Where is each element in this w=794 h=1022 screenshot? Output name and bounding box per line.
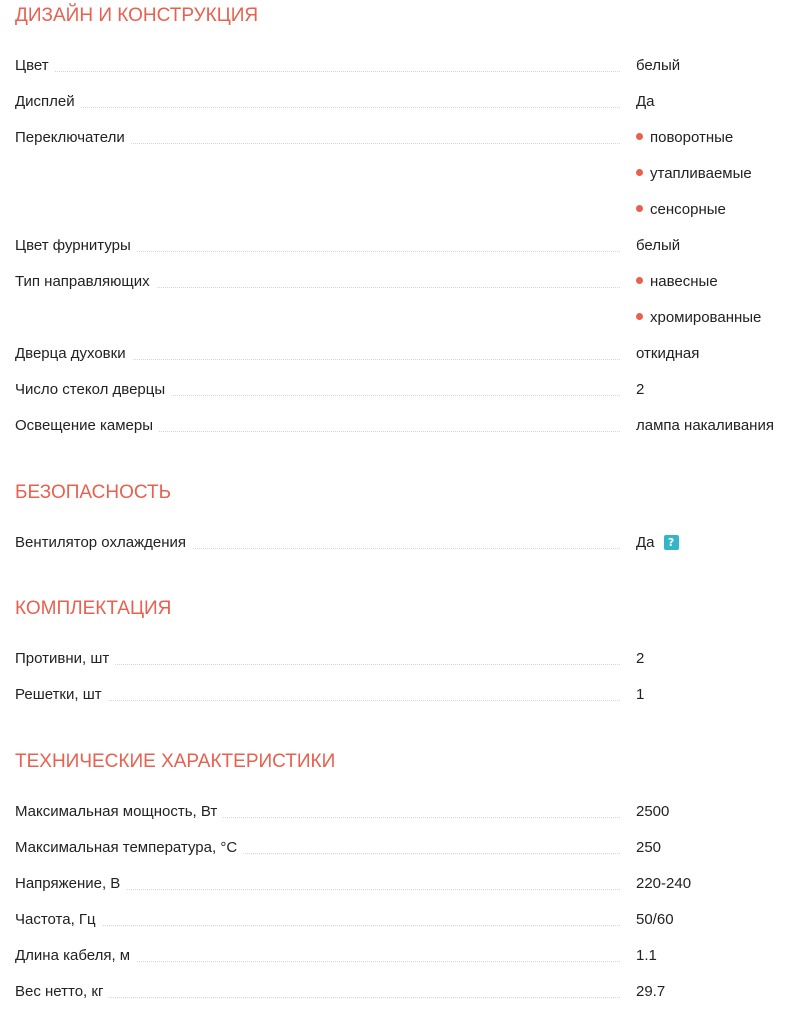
spec-row-switches [15,128,785,224]
spec-value: Да [636,93,655,110]
dotted-leader [15,107,620,108]
section-title-design: ДИЗАЙН И КОНСТРУКЦИЯ [15,5,259,26]
spec-value: 250 [636,839,662,856]
spec-row-cable-length [15,946,785,970]
spec-value: 2 [636,381,645,398]
spec-value: 50/60 [636,911,674,928]
spec-value-list-item [636,272,718,292]
spec-label: Максимальная мощность, Вт [15,802,223,822]
spec-value: откидная [636,345,700,362]
spec-label: Вес нетто, кг [15,982,109,1002]
spec-value-list-item [636,128,733,148]
bullet-dot-icon [636,169,643,176]
spec-value: 220-240 [636,875,692,892]
spec-row-guides-type [15,272,785,332]
spec-label: Цвет [15,56,55,76]
spec-value: Да [636,534,655,551]
spec-label: Дисплей [15,92,81,112]
spec-value: навесные [650,273,718,290]
bullet-dot-icon [636,277,643,284]
spec-label: Тип направляющих [15,272,156,292]
spec-row-grates [15,685,785,709]
spec-label: Дверца духовки [15,344,132,364]
spec-label: Противни, шт [15,649,115,669]
section-title-safety: БЕЗОПАСНОСТЬ [15,482,172,503]
spec-value: белый [636,237,681,254]
spec-label: Освещение камеры [15,416,159,436]
spec-label: Частота, Гц [15,910,102,930]
spec-label: Решетки, шт [15,685,108,705]
spec-row-color [15,56,785,80]
spec-row-cooling-fan [15,533,785,557]
help-icon[interactable]: ? [664,535,679,550]
spec-row-oven-door [15,344,785,368]
spec-value-list-item [636,164,752,184]
spec-value-with-help [636,533,679,553]
spec-row-max-temp [15,838,785,862]
spec-value: 2 [636,650,645,667]
spec-value: 1.1 [636,947,657,964]
spec-row-frequency [15,910,785,934]
section-title-equipment: КОМПЛЕКТАЦИЯ [15,598,172,619]
spec-row-max-power [15,802,785,826]
bullet-dot-icon [636,205,643,212]
spec-value-list-item [636,308,761,328]
spec-label: Длина кабеля, м [15,946,136,966]
spec-value-list-item [636,200,726,220]
spec-label: Цвет фурнитуры [15,236,137,256]
spec-label: Переключатели [15,128,131,148]
spec-label: Максимальная температура, °C [15,838,243,858]
bullet-dot-icon [636,313,643,320]
spec-row-voltage [15,874,785,898]
spec-value: 2500 [636,803,670,820]
spec-label: Вентилятор охлаждения [15,533,192,553]
spec-value: лампа накаливания [636,417,774,434]
spec-value: поворотные [650,129,734,146]
spec-value: утапливаемые [650,165,752,182]
spec-value: сенсорные [650,201,726,218]
spec-value: 1 [636,686,645,703]
spec-value: 29.7 [636,983,666,1000]
spec-label: Число стекол дверцы [15,380,171,400]
spec-row-chamber-light [15,416,785,440]
bullet-dot-icon [636,133,643,140]
spec-value: хромированные [650,309,762,326]
section-title-specs: ТЕХНИЧЕСКИЕ ХАРАКТЕРИСТИКИ [15,751,336,772]
spec-row-trays [15,649,785,673]
spec-row-door-glass [15,380,785,404]
spec-label: Напряжение, В [15,874,126,894]
spec-row-net-weight [15,982,785,1006]
spec-value: белый [636,57,681,74]
spec-row-fittings-color [15,236,785,260]
dotted-leader [15,71,620,72]
dotted-leader [15,925,620,926]
spec-row-display [15,92,785,116]
